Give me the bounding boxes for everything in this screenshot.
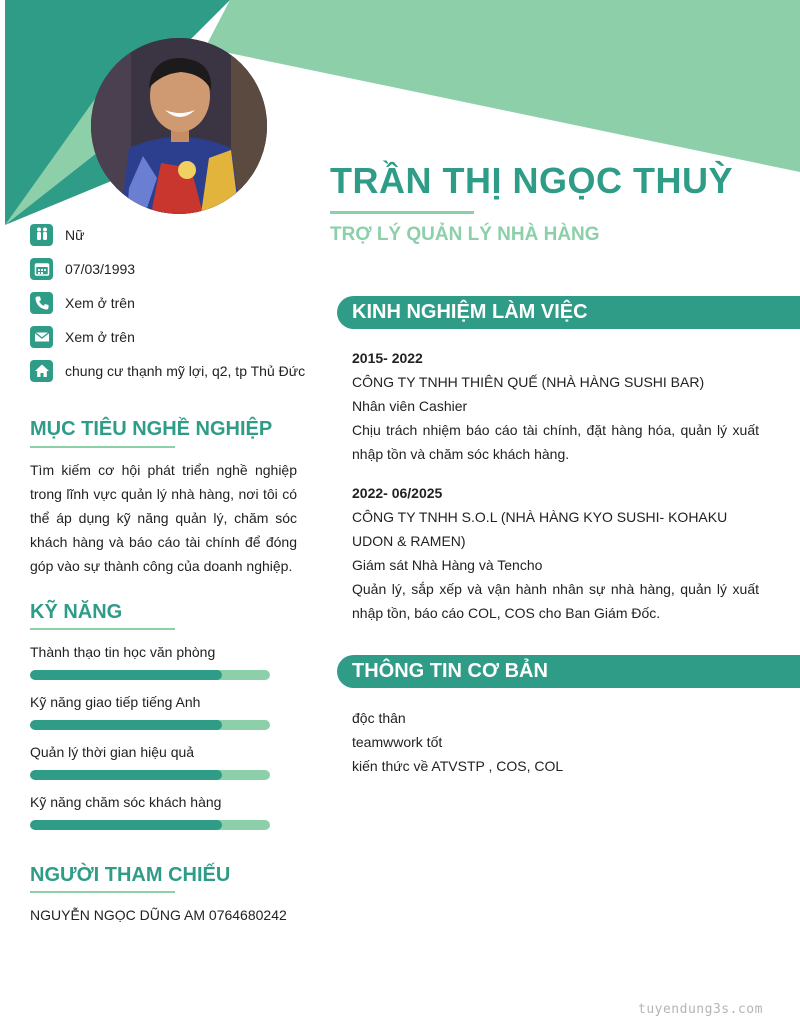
contact-text: Xem ở trên [65,295,135,311]
name-underline [330,211,474,214]
experience-banner: KINH NGHIỆM LÀM VIỆC [337,296,800,329]
job-title: TRỢ LÝ QUẢN LÝ NHÀ HÀNG [330,224,600,245]
gender-icon [30,224,53,246]
objective-underline [30,446,175,448]
basic-info-item: độc thân [352,710,406,726]
job-position: Giám sát Nhà Hàng và Tencho [352,557,543,573]
references-underline [30,891,175,893]
email-icon [30,326,53,348]
basic-info-item: teamwwork tốt [352,734,443,750]
skills-heading: KỸ NĂNG [30,601,123,623]
skill-name: Kỹ năng chăm sóc khách hàng [30,794,222,810]
contact-item-email [30,326,135,348]
basic-info-item: kiến thức về ATVSTP , COS, COL [352,758,564,774]
skill-level-fill [30,820,222,830]
job-entry [352,481,759,625]
skill-name: Quản lý thời gian hiệu quả [30,744,195,760]
basic-info-list [352,706,563,778]
candidate-name: TRẦN THỊ NGỌC THUỲ [330,160,733,201]
skill-name: Thành thạo tin học văn phòng [30,644,216,660]
job-period: 2015- 2022 [352,350,423,366]
reference-entry: NGUYỄN NGỌC DŨNG AM 0764680242 [30,907,287,923]
contact-item-birthday [30,258,135,280]
skill-level-fill [30,670,222,680]
references-heading: NGƯỜI THAM CHIẾU [30,864,231,886]
contact-text: Nữ [65,227,85,243]
skill-bar [30,820,270,830]
skill-bar [30,770,270,780]
phone-icon [30,292,53,314]
contact-text: Xem ở trên [65,329,135,345]
job-company: CÔNG TY TNHH THIÊN QUẾ (NHÀ HÀNG SUSHI BAR) [352,374,705,390]
contact-text: chung cư thạnh mỹ lợi, q2, tp Thủ Đức [65,363,306,379]
contact-item-gender [30,224,84,246]
contact-item-phone [30,292,135,314]
skill-name: Kỹ năng giao tiếp tiếng Anh [30,694,201,710]
contact-text: 07/03/1993 [65,261,136,277]
contact-item-address [30,360,305,382]
job-company: CÔNG TY TNHH S.O.L (NHÀ HÀNG KYO SUSHI- KOHAKU UDON & RAMEN) [352,509,728,549]
profile-photo [91,38,267,214]
skill-level-fill [30,720,222,730]
home-icon [30,360,53,382]
skill-bar [30,670,270,680]
skill-level-fill [30,770,222,780]
objective-heading: MỤC TIÊU NGHỀ NGHIỆP [30,418,273,440]
job-period: 2022- 06/2025 [352,485,443,501]
job-description: Chịu trách nhiệm báo cáo tài chính, đặt hàng hóa, quản lý xuất nhập tồn và chăm sóc khách hàng. [352,422,759,462]
job-description: Quản lý, sắp xếp và vận hành nhân sự nhà hàng, quản lý xuất nhập tồn, báo cáo COL, COS cho Ban Giám Đốc. [352,581,759,621]
job-entry [352,346,759,466]
skills-underline [30,628,175,630]
job-position: Nhân viên Cashier [352,398,468,414]
calendar-icon [30,258,53,280]
skill-bar [30,720,270,730]
watermark: tuyendung3s.com [638,1002,763,1017]
objective-text: Tìm kiếm cơ hội phát triển nghề nghiệp trong lĩnh vực quản lý nhà hàng, nơi tôi có thể áp dụng kỹ năng quản lý, chăm sóc khách hàng và báo cáo tài chính để đóng góp vào sự thành công của doanh nghiệp. [30,462,297,574]
basic-info-banner: THÔNG TIN CƠ BẢN [337,655,800,688]
